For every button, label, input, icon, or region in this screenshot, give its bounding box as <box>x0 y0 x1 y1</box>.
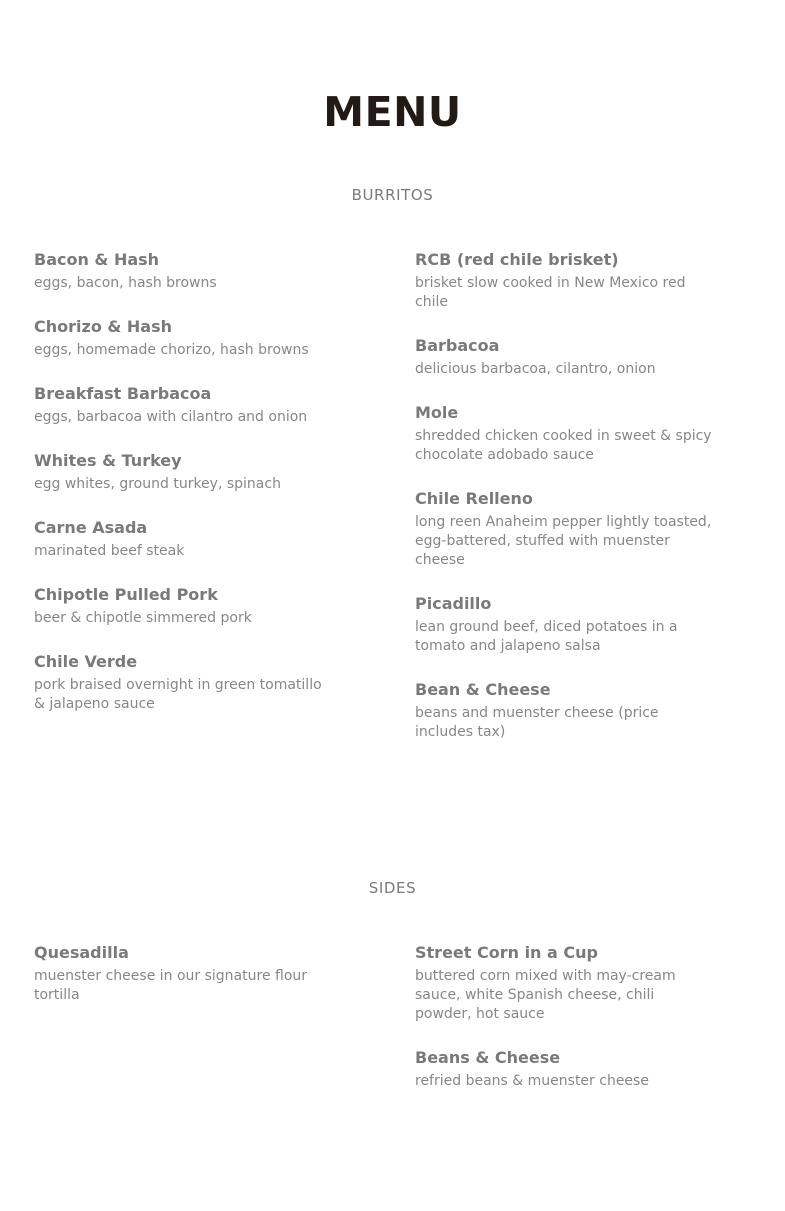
menu-item <box>415 1047 715 1091</box>
item-description: delicious barbacoa, cilantro, onion <box>415 361 656 377</box>
menu-item <box>34 249 334 293</box>
item-name: Chorizo & Hash <box>34 317 172 336</box>
item-description: brisket slow cooked in New Mexico red chile <box>415 275 686 310</box>
item-name: Beans & Cheese <box>415 1048 561 1067</box>
item-description: eggs, homemade chorizo, hash browns <box>34 342 309 358</box>
menu-item <box>34 584 334 628</box>
menu-item <box>34 942 334 1005</box>
menu-item <box>415 335 715 379</box>
menu-item <box>415 402 715 465</box>
menu-item <box>34 316 334 360</box>
item-name: Street Corn in a Cup <box>415 943 598 962</box>
menu-item <box>415 942 715 1024</box>
item-name: Bean & Cheese <box>415 680 551 699</box>
page-title: MENU <box>323 88 462 136</box>
item-name: Picadillo <box>415 594 492 613</box>
item-name: RCB (red chile brisket) <box>415 250 619 269</box>
menu-item <box>415 593 715 656</box>
item-description: beer & chipotle simmered pork <box>34 610 252 626</box>
section-heading-burritos: BURRITOS <box>351 186 434 204</box>
menu-item <box>34 450 334 494</box>
item-description: pork braised overnight in green tomatillo & jalapeno sauce <box>34 677 322 712</box>
item-name: Bacon & Hash <box>34 250 160 269</box>
menu-item <box>415 488 715 570</box>
item-description: eggs, barbacoa with cilantro and onion <box>34 409 308 425</box>
item-description: buttered corn mixed with may-cream sauce, white Spanish cheese, chili powder, hot sauce <box>415 968 676 1022</box>
item-description: muenster cheese in our signature flour tortilla <box>34 968 308 1003</box>
item-description: eggs, bacon, hash browns <box>34 275 217 291</box>
section-heading-sides: SIDES <box>368 879 417 897</box>
sides-left-column <box>34 942 334 1028</box>
item-name: Mole <box>415 403 459 422</box>
menu-item <box>34 517 334 561</box>
item-name: Barbacoa <box>415 336 500 355</box>
item-name: Quesadilla <box>34 943 129 962</box>
item-name: Carne Asada <box>34 518 148 537</box>
item-description: shredded chicken cooked in sweet & spicy chocolate adobado sauce <box>415 428 712 463</box>
burritos-left-column <box>34 249 334 737</box>
menu-item <box>415 679 715 742</box>
menu-item <box>34 651 334 714</box>
item-description: long reen Anaheim pepper lightly toasted, egg-battered, stuffed with muenster cheese <box>415 514 712 568</box>
item-description: lean ground beef, diced potatoes in a tomato and jalapeno salsa <box>415 619 678 654</box>
burritos-right-column <box>415 249 715 765</box>
item-description: refried beans & muenster cheese <box>415 1073 649 1089</box>
item-name: Chile Relleno <box>415 489 533 508</box>
sides-right-column <box>415 942 715 1114</box>
item-name: Whites & Turkey <box>34 451 182 470</box>
item-description: egg whites, ground turkey, spinach <box>34 476 281 492</box>
item-name: Chipotle Pulled Pork <box>34 585 218 604</box>
item-description: marinated beef steak <box>34 543 185 559</box>
item-name: Chile Verde <box>34 652 138 671</box>
item-name: Breakfast Barbacoa <box>34 384 212 403</box>
menu-item <box>415 249 715 312</box>
menu-item <box>34 383 334 427</box>
item-description: beans and muenster cheese (price includes tax) <box>415 705 659 740</box>
